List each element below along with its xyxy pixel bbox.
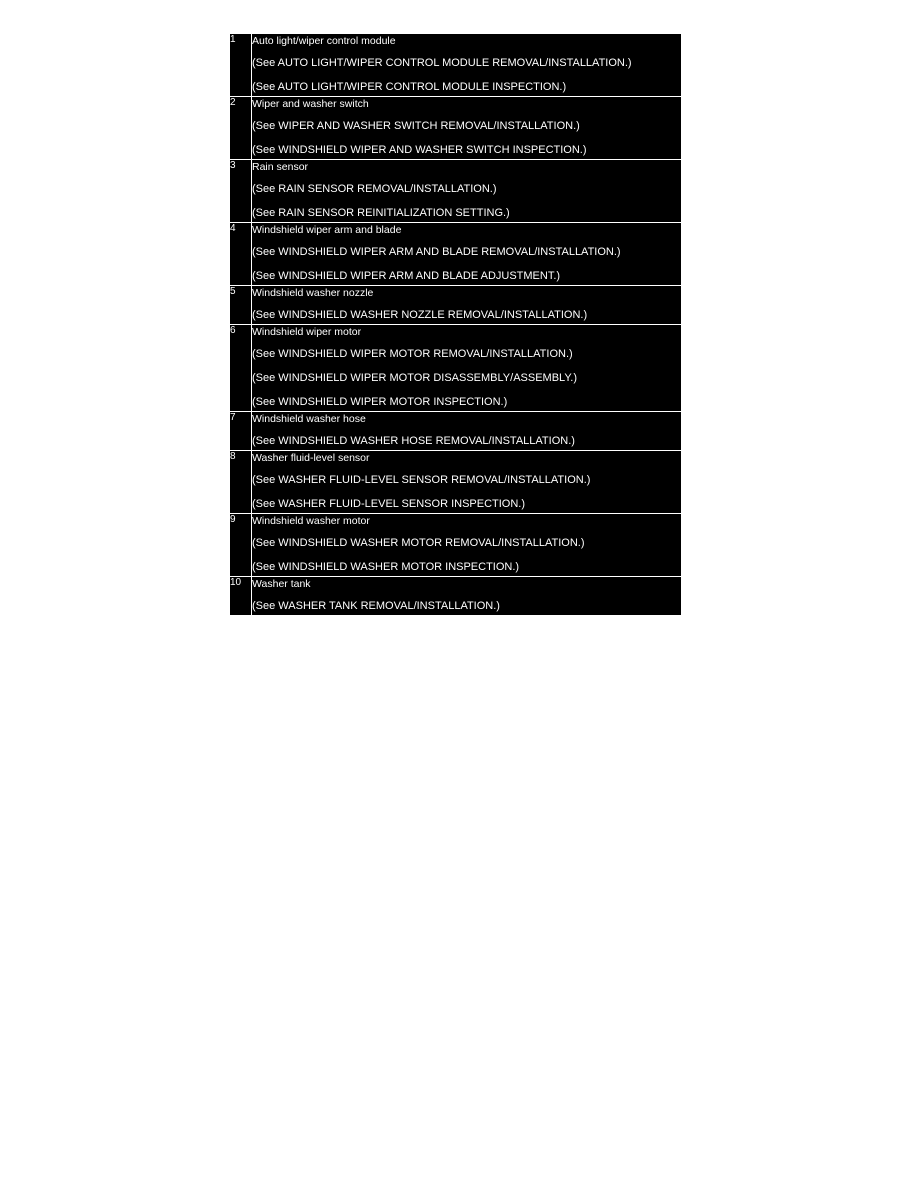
reference-link[interactable]: (See WINDSHIELD WIPER ARM AND BLADE REMOVAL/INSTALLATION.): [252, 246, 621, 258]
reference-link[interactable]: (See WIPER AND WASHER SWITCH REMOVAL/INSTALLATION.): [252, 120, 580, 132]
reference-link[interactable]: (See WINDSHIELD WIPER ARM AND BLADE ADJUSTMENT.): [252, 270, 561, 282]
row-content: [252, 286, 682, 325]
table-row: [230, 34, 682, 97]
part-name: Washer tank: [252, 578, 311, 590]
reference-link[interactable]: (See AUTO LIGHT/WIPER CONTROL MODULE REMOVAL/INSTALLATION.): [252, 57, 632, 69]
row-content: [252, 223, 682, 286]
part-name: Washer fluid-level sensor: [252, 452, 370, 464]
row-number: 8: [230, 451, 252, 514]
row-content: [252, 34, 682, 97]
row-number: 2: [230, 97, 252, 160]
part-name: Windshield wiper motor: [252, 326, 362, 338]
reference-link[interactable]: (See WINDSHIELD WASHER HOSE REMOVAL/INSTALLATION.): [252, 435, 575, 447]
row-number: 9: [230, 514, 252, 577]
part-name: Wiper and washer switch: [252, 98, 369, 110]
reference-link[interactable]: (See RAIN SENSOR REINITIALIZATION SETTING.): [252, 207, 510, 219]
reference-link[interactable]: (See WINDSHIELD WASHER MOTOR REMOVAL/INSTALLATION.): [252, 537, 585, 549]
table-row: [230, 97, 682, 160]
part-name: Windshield washer hose: [252, 413, 366, 425]
row-number: 7: [230, 412, 252, 451]
reference-link[interactable]: (See WINDSHIELD WIPER AND WASHER SWITCH INSPECTION.): [252, 144, 587, 156]
table-row: [230, 160, 682, 223]
table-row: [230, 451, 682, 514]
row-number: 1: [230, 34, 252, 97]
parts-table-body: [230, 34, 682, 616]
reference-link[interactable]: (See WINDSHIELD WASHER MOTOR INSPECTION.): [252, 561, 520, 573]
row-number: 4: [230, 223, 252, 286]
row-content: [252, 451, 682, 514]
reference-link[interactable]: (See WINDSHIELD WASHER NOZZLE REMOVAL/INSTALLATION.): [252, 309, 588, 321]
reference-link[interactable]: (See WASHER TANK REMOVAL/INSTALLATION.): [252, 600, 500, 612]
reference-link[interactable]: (See WINDSHIELD WIPER MOTOR INSPECTION.): [252, 396, 508, 408]
part-name: Windshield washer motor: [252, 515, 370, 527]
row-content: [252, 577, 682, 616]
row-content: [252, 514, 682, 577]
row-number: 3: [230, 160, 252, 223]
table-row: [230, 577, 682, 616]
row-number: 5: [230, 286, 252, 325]
reference-link[interactable]: (See WASHER FLUID-LEVEL SENSOR INSPECTION.): [252, 498, 526, 510]
row-number: 6: [230, 325, 252, 412]
part-name: Windshield washer nozzle: [252, 287, 374, 299]
reference-link[interactable]: (See WINDSHIELD WIPER MOTOR REMOVAL/INSTALLATION.): [252, 348, 573, 360]
part-name: Windshield wiper arm and blade: [252, 224, 402, 236]
parts-reference-table: [228, 32, 683, 617]
reference-link[interactable]: (See WASHER FLUID-LEVEL SENSOR REMOVAL/INSTALLATION.): [252, 474, 591, 486]
table-row: [230, 514, 682, 577]
table-row: [230, 286, 682, 325]
row-content: [252, 97, 682, 160]
part-name: Rain sensor: [252, 161, 309, 173]
reference-link[interactable]: (See WINDSHIELD WIPER MOTOR DISASSEMBLY/ASSEMBLY.): [252, 372, 577, 384]
reference-link[interactable]: (See RAIN SENSOR REMOVAL/INSTALLATION.): [252, 183, 497, 195]
parts-table: [229, 33, 682, 616]
row-content: [252, 160, 682, 223]
reference-link[interactable]: (See AUTO LIGHT/WIPER CONTROL MODULE INSPECTION.): [252, 81, 567, 93]
table-row: [230, 325, 682, 412]
table-row: [230, 223, 682, 286]
row-content: [252, 325, 682, 412]
row-content: [252, 412, 682, 451]
row-number: 10: [230, 577, 252, 616]
table-row: [230, 412, 682, 451]
part-name: Auto light/wiper control module: [252, 35, 396, 47]
